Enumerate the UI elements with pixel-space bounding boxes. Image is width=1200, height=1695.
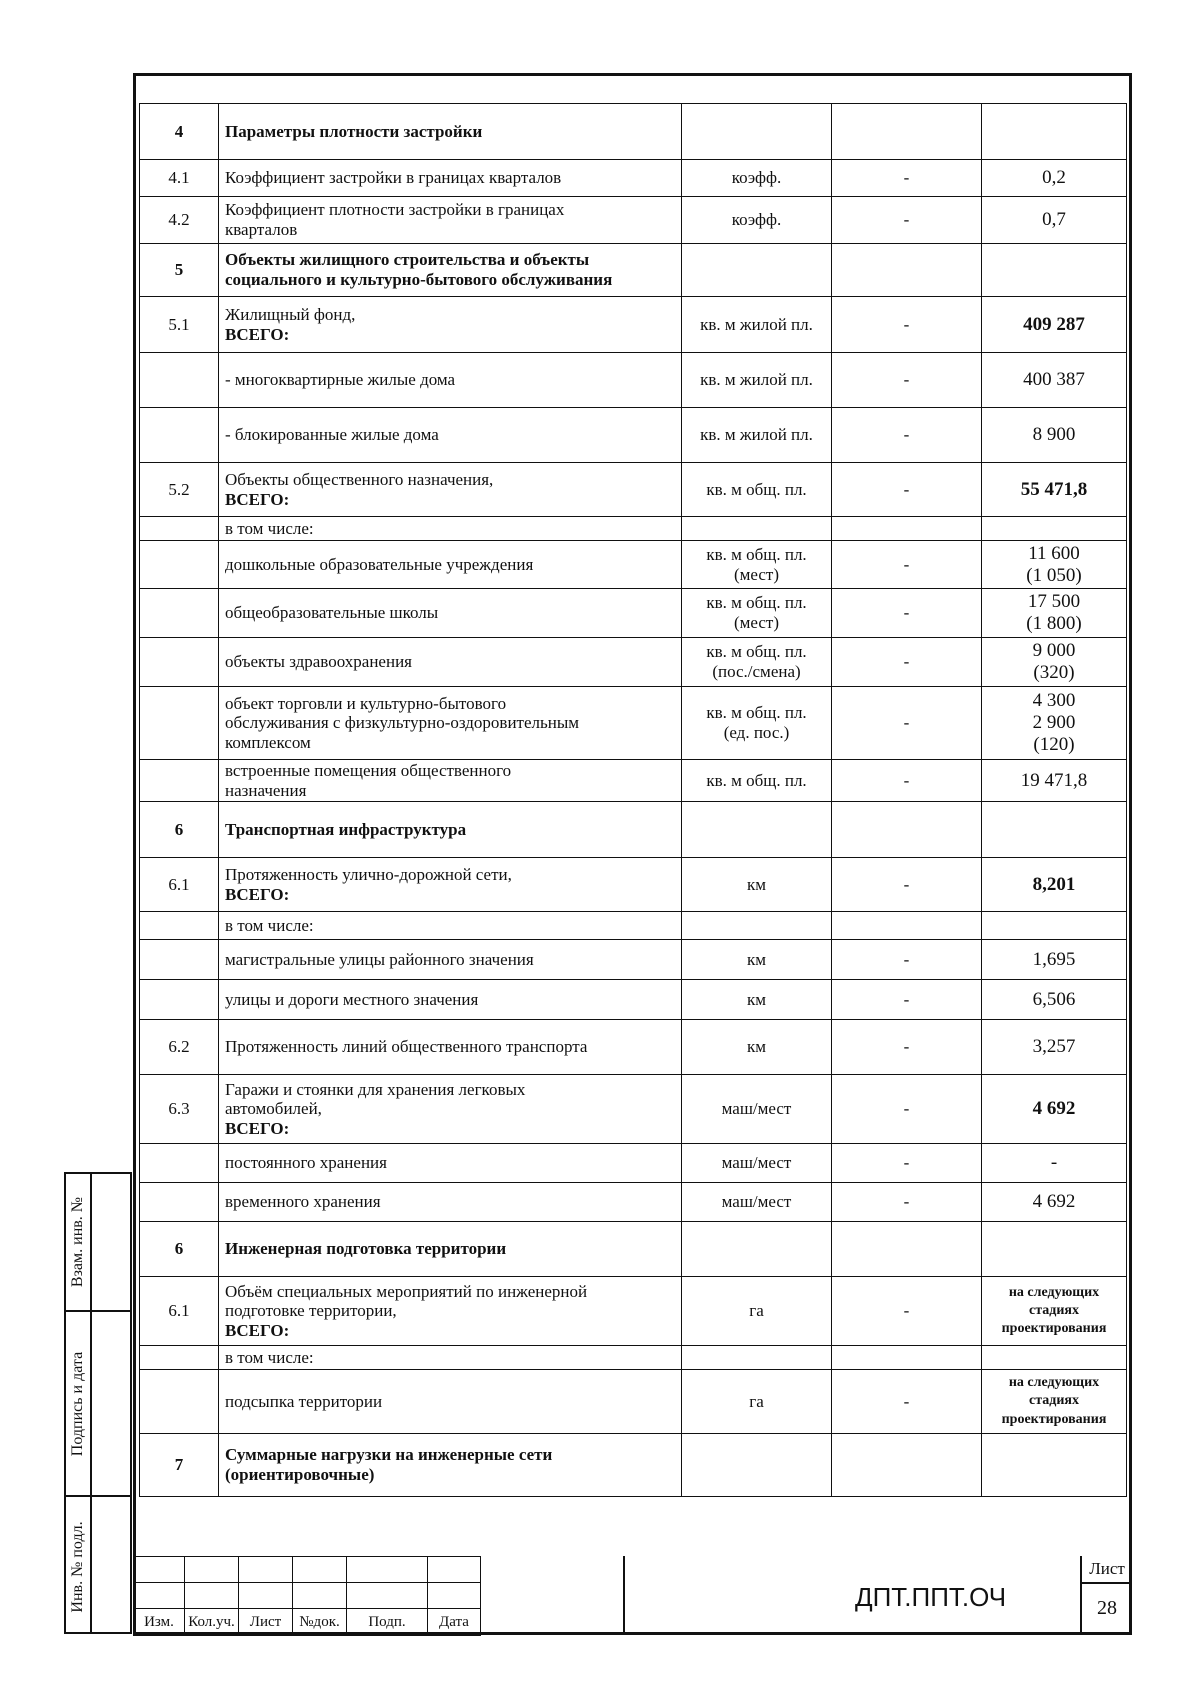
row-project-value	[982, 802, 1127, 858]
row-project-value	[982, 244, 1127, 297]
row-project-value	[982, 1075, 1127, 1144]
cell-line: Коэффициент застройки в границах кварталов	[225, 168, 562, 188]
table-row	[140, 912, 1127, 940]
cell-line: га	[749, 1301, 764, 1321]
cell-line: в том числе:	[225, 915, 314, 935]
row-number	[140, 517, 219, 541]
row-unit	[682, 1075, 832, 1144]
cell-line: ВСЕГО:	[225, 884, 290, 904]
row-unit	[682, 940, 832, 980]
document-code: ДПТ.ППТ.ОЧ	[855, 1582, 1007, 1612]
row-existing-value: -	[832, 589, 982, 638]
cell-line: маш/мест	[721, 1192, 792, 1212]
row-unit	[682, 517, 832, 541]
row-number	[140, 1144, 219, 1183]
cell-line: подготовке территории,	[225, 1301, 397, 1321]
cell-line: маш/мест	[721, 1153, 792, 1173]
row-number	[140, 408, 219, 463]
table-row	[140, 858, 1127, 912]
cell-line: дошкольные образовательные учреждения	[225, 554, 534, 574]
cell-line: кв. м общ. пл.	[706, 770, 807, 790]
cell-line: проектирования	[1001, 1411, 1107, 1427]
sheet-label: Лист	[1082, 1556, 1132, 1584]
row-description	[219, 104, 682, 160]
row-number: 5.2	[140, 463, 219, 517]
row-description	[219, 912, 682, 940]
cell-line: постоянного хранения	[225, 1153, 387, 1173]
row-project-value	[982, 1434, 1127, 1497]
row-description	[219, 980, 682, 1020]
row-number: 4	[140, 104, 219, 160]
cell-line: Жилищный фонд,	[225, 304, 356, 324]
side-cell-replaced-inv	[66, 1174, 90, 1312]
row-description	[219, 244, 682, 297]
cell-line: 55 471,8	[1020, 478, 1088, 500]
row-project-value	[982, 197, 1127, 244]
cell-line: (мест)	[733, 613, 780, 632]
header-signature: Подп.	[347, 1609, 428, 1636]
section-row	[140, 104, 1127, 160]
row-existing-value: -	[832, 940, 982, 980]
row-existing-value	[832, 1222, 982, 1277]
row-project-value	[982, 297, 1127, 353]
row-unit	[682, 104, 832, 160]
side-label-replaced-inv: Взам. инв. №	[69, 1196, 86, 1288]
row-number	[140, 541, 219, 589]
table-row	[140, 1370, 1127, 1434]
row-description	[219, 463, 682, 517]
row-unit	[682, 802, 832, 858]
row-unit	[682, 858, 832, 912]
row-project-value	[982, 940, 1127, 980]
cell-line: (пос./смена)	[712, 662, 801, 681]
table-row	[140, 687, 1127, 760]
cell-line: Протяженность линий общественного транспорта	[225, 1037, 588, 1057]
row-number: 6	[140, 802, 219, 858]
cell-line: 4 692	[1032, 1098, 1076, 1120]
side-label-original-inv: Инв. № подл.	[69, 1520, 86, 1613]
row-unit	[682, 541, 832, 589]
row-unit	[682, 760, 832, 802]
cell-line: кв. м жилой пл.	[700, 370, 813, 390]
row-description	[219, 687, 682, 760]
row-number	[140, 760, 219, 802]
row-project-value	[982, 1346, 1127, 1370]
row-number: 6.3	[140, 1075, 219, 1144]
row-number: 4.1	[140, 160, 219, 197]
cell-line: - блокированные жилые дома	[225, 425, 439, 445]
cell-line: 8,201	[1032, 873, 1076, 895]
header-change: Изм.	[134, 1609, 185, 1636]
row-description	[219, 802, 682, 858]
header-doc-number: №док.	[293, 1609, 347, 1636]
row-project-value	[982, 463, 1127, 517]
cell-line: га	[749, 1391, 764, 1411]
indicators-table	[139, 103, 1127, 1497]
cell-line: км	[746, 1037, 767, 1057]
row-description	[219, 760, 682, 802]
cell-line: -	[1050, 1152, 1058, 1174]
cell-line: маш/мест	[721, 1099, 792, 1119]
cell-line: улицы и дороги местного значения	[225, 989, 479, 1009]
row-project-value	[982, 1183, 1127, 1222]
cell-line: 1,695	[1032, 948, 1076, 970]
cell-line: на следующих	[1008, 1375, 1100, 1391]
row-description	[219, 1222, 682, 1277]
row-number	[140, 353, 219, 408]
row-unit	[682, 1144, 832, 1183]
row-existing-value: -	[832, 541, 982, 589]
row-existing-value: -	[832, 858, 982, 912]
section-row	[140, 1222, 1127, 1277]
row-existing-value	[832, 912, 982, 940]
row-existing-value: -	[832, 1183, 982, 1222]
row-description	[219, 940, 682, 980]
section-row	[140, 244, 1127, 297]
cell-line: 11 600	[1028, 542, 1080, 564]
row-existing-value: -	[832, 463, 982, 517]
row-description	[219, 858, 682, 912]
row-description	[219, 541, 682, 589]
row-number: 6.1	[140, 1277, 219, 1346]
row-existing-value: -	[832, 197, 982, 244]
header-sheet: Лист	[239, 1609, 293, 1636]
cell-line: назначения	[225, 780, 307, 800]
revision-table	[133, 1556, 481, 1636]
table-row	[140, 160, 1127, 197]
cell-line: магистральные улицы районного значения	[225, 949, 534, 969]
row-number	[140, 1183, 219, 1222]
row-existing-value: -	[832, 760, 982, 802]
cell-line: ВСЕГО:	[225, 324, 290, 344]
row-project-value	[982, 1370, 1127, 1434]
row-existing-value: -	[832, 1075, 982, 1144]
row-project-value	[982, 1020, 1127, 1075]
cell-line: объекты здравоохранения	[225, 652, 412, 672]
cell-line: Объём специальных мероприятий по инженерной	[225, 1281, 588, 1301]
row-description	[219, 197, 682, 244]
cell-line: Гаражи и стоянки для хранения легковых	[225, 1079, 526, 1099]
table-row	[140, 541, 1127, 589]
cell-line: 19 471,8	[1020, 769, 1088, 791]
cell-line: кв. м жилой пл.	[700, 425, 813, 445]
cell-line: (1 800)	[1026, 613, 1082, 634]
sheet-number: 28	[1097, 1597, 1117, 1619]
row-description	[219, 408, 682, 463]
row-unit	[682, 353, 832, 408]
cell-line: 4 300	[1032, 690, 1076, 712]
row-number	[140, 980, 219, 1020]
row-description	[219, 353, 682, 408]
cell-line: 4 692	[1032, 1191, 1076, 1213]
cell-line: Параметры плотности застройки	[225, 121, 483, 141]
cell-line: на следующих	[1008, 1284, 1100, 1300]
cell-line: кв. м общ. пл.	[706, 703, 807, 723]
table-row	[140, 1183, 1127, 1222]
cell-line: 0,2	[1042, 167, 1066, 189]
cell-line: (мест)	[733, 564, 780, 584]
row-description	[219, 638, 682, 687]
cell-line: общеобразовательные школы	[225, 603, 439, 623]
cell-line: коэфф.	[731, 210, 782, 230]
cell-line: км	[746, 874, 767, 894]
cell-line: ВСЕГО:	[225, 489, 290, 509]
cell-line: км	[746, 989, 767, 1009]
cell-line: Транспортная инфраструктура	[225, 819, 467, 839]
side-value-replaced-inv	[92, 1174, 130, 1312]
row-number	[140, 1370, 219, 1434]
row-number: 7	[140, 1434, 219, 1497]
row-number: 6.1	[140, 858, 219, 912]
cell-line: Протяженность улично-дорожной сети,	[225, 864, 512, 884]
row-project-value	[982, 1222, 1127, 1277]
row-existing-value	[832, 244, 982, 297]
row-unit	[682, 1346, 832, 1370]
row-project-value	[982, 687, 1127, 760]
row-number: 4.2	[140, 197, 219, 244]
cell-line: обслуживания с физкультурно-оздоровительным	[225, 713, 580, 733]
cell-line: в том числе:	[225, 1347, 314, 1367]
cell-line: 409 287	[1023, 313, 1085, 335]
row-unit	[682, 980, 832, 1020]
side-value-signature-date	[92, 1312, 130, 1497]
row-unit	[682, 1183, 832, 1222]
row-project-value	[982, 638, 1127, 687]
cell-line: кв. м общ. пл.	[706, 544, 807, 564]
side-label-signature-date: Подпись и дата	[69, 1351, 86, 1456]
row-unit	[682, 197, 832, 244]
table-row	[140, 1020, 1127, 1075]
cell-line: (320)	[1033, 662, 1075, 683]
row-existing-value: -	[832, 160, 982, 197]
row-project-value	[982, 858, 1127, 912]
cell-line: кварталов	[225, 220, 298, 239]
row-unit	[682, 1277, 832, 1346]
table-row	[140, 1346, 1127, 1370]
table-row	[140, 980, 1127, 1020]
row-project-value	[982, 541, 1127, 589]
row-description	[219, 1434, 682, 1497]
table-row	[140, 638, 1127, 687]
table-row	[140, 589, 1127, 638]
section-row	[140, 1434, 1127, 1497]
row-project-value	[982, 408, 1127, 463]
cell-line: (ед. пос.)	[723, 723, 790, 742]
cell-line: социального и культурно-бытового обслуживания	[225, 270, 613, 289]
row-description	[219, 517, 682, 541]
table-row	[140, 760, 1127, 802]
row-project-value	[982, 517, 1127, 541]
sheet-box	[1080, 1556, 1132, 1635]
row-existing-value: -	[832, 687, 982, 760]
cell-line: 400 387	[1023, 369, 1085, 391]
table-row	[140, 297, 1127, 353]
row-description	[219, 1075, 682, 1144]
cell-line: 8 900	[1032, 424, 1076, 446]
row-number: 6	[140, 1222, 219, 1277]
cell-line: автомобилей,	[225, 1099, 322, 1119]
row-existing-value: -	[832, 297, 982, 353]
row-project-value	[982, 160, 1127, 197]
row-project-value	[982, 104, 1127, 160]
cell-line: Коэффициент плотности застройки в границах	[225, 200, 565, 220]
row-existing-value: -	[832, 1144, 982, 1183]
row-unit	[682, 1370, 832, 1434]
row-existing-value: -	[832, 1277, 982, 1346]
row-description	[219, 297, 682, 353]
cell-line: Объекты жилищного строительства и объекты	[225, 250, 590, 270]
row-number	[140, 687, 219, 760]
cell-line: кв. м общ. пл.	[706, 642, 807, 662]
row-description	[219, 589, 682, 638]
row-existing-value: -	[832, 638, 982, 687]
row-existing-value	[832, 517, 982, 541]
table-row	[140, 353, 1127, 408]
row-unit	[682, 463, 832, 517]
row-project-value	[982, 912, 1127, 940]
cell-line: Инженерная подготовка территории	[225, 1239, 507, 1259]
cell-line: кв. м жилой пл.	[700, 314, 813, 334]
cell-line: 17 500	[1027, 591, 1081, 613]
row-unit	[682, 244, 832, 297]
cell-line: кв. м общ. пл.	[706, 479, 807, 499]
cell-line: Объекты общественного назначения,	[225, 469, 494, 489]
table-row	[140, 517, 1127, 541]
row-existing-value: -	[832, 1020, 982, 1075]
row-number	[140, 589, 219, 638]
cell-line: стадиях	[1029, 1393, 1079, 1409]
row-existing-value	[832, 1346, 982, 1370]
row-number	[140, 912, 219, 940]
cell-line: 3,257	[1032, 1036, 1076, 1058]
row-unit	[682, 408, 832, 463]
row-project-value	[982, 1144, 1127, 1183]
cell-line: 6,506	[1032, 988, 1076, 1010]
row-description	[219, 1277, 682, 1346]
row-unit	[682, 1222, 832, 1277]
cell-line: (ориентировочные)	[225, 1465, 375, 1484]
cell-line: объект торговли и культурно-бытового	[225, 693, 507, 713]
row-existing-value: -	[832, 408, 982, 463]
row-existing-value: -	[832, 1370, 982, 1434]
cell-line: 2 900	[1032, 712, 1076, 734]
side-value-original-inv	[92, 1497, 130, 1636]
header-count: Кол.уч.	[185, 1609, 239, 1636]
side-stamp-values	[90, 1172, 132, 1634]
cell-line: проектирования	[1001, 1321, 1107, 1337]
cell-line: кв. м общ. пл.	[706, 593, 807, 613]
side-stamp	[64, 1172, 135, 1634]
row-unit	[682, 687, 832, 760]
row-unit	[682, 160, 832, 197]
cell-line: ВСЕГО:	[225, 1320, 290, 1340]
row-number: 5.1	[140, 297, 219, 353]
cell-line: временного хранения	[225, 1192, 381, 1212]
row-number	[140, 940, 219, 980]
row-project-value	[982, 980, 1127, 1020]
row-project-value	[982, 760, 1127, 802]
header-date: Дата	[428, 1609, 481, 1636]
cell-line: стадиях	[1029, 1302, 1079, 1318]
row-number	[140, 1346, 219, 1370]
cell-line: в том числе:	[225, 518, 314, 538]
row-unit	[682, 1434, 832, 1497]
row-description	[219, 1020, 682, 1075]
title-block	[133, 1556, 1132, 1635]
row-unit	[682, 912, 832, 940]
cell-line: Суммарные нагрузки на инженерные сети	[225, 1445, 553, 1465]
side-cell-original-inv	[66, 1497, 90, 1636]
cell-line: ВСЕГО:	[225, 1118, 290, 1138]
row-unit	[682, 297, 832, 353]
row-description	[219, 1144, 682, 1183]
row-description	[219, 1183, 682, 1222]
row-unit	[682, 1020, 832, 1075]
row-existing-value	[832, 1434, 982, 1497]
cell-line: - многоквартирные жилые дома	[225, 370, 456, 390]
cell-line: 0,7	[1042, 209, 1066, 231]
side-cell-signature-date	[66, 1312, 90, 1497]
table-row	[140, 1075, 1127, 1144]
row-unit	[682, 638, 832, 687]
cell-line: (120)	[1033, 733, 1075, 755]
table-row	[140, 940, 1127, 980]
row-description	[219, 1370, 682, 1434]
cell-line: комплексом	[225, 732, 311, 752]
row-description	[219, 1346, 682, 1370]
row-project-value	[982, 1277, 1127, 1346]
table-row	[140, 408, 1127, 463]
cell-line: подсыпка территории	[225, 1391, 383, 1411]
row-number	[140, 638, 219, 687]
cell-line: коэфф.	[731, 168, 782, 188]
row-project-value	[982, 589, 1127, 638]
table-row	[140, 1144, 1127, 1183]
row-description	[219, 160, 682, 197]
cell-line: 9 000	[1032, 640, 1076, 662]
side-stamp-labels	[64, 1172, 92, 1634]
cell-line: встроенные помещения общественного	[225, 760, 512, 780]
row-existing-value: -	[832, 353, 982, 408]
table-row	[140, 197, 1127, 244]
section-row	[140, 802, 1127, 858]
cell-line: (1 050)	[1026, 564, 1082, 586]
row-existing-value	[832, 802, 982, 858]
table-row	[140, 1277, 1127, 1346]
row-project-value	[982, 353, 1127, 408]
table-row	[140, 463, 1127, 517]
row-existing-value: -	[832, 980, 982, 1020]
row-number: 6.2	[140, 1020, 219, 1075]
row-number: 5	[140, 244, 219, 297]
row-existing-value	[832, 104, 982, 160]
row-unit	[682, 589, 832, 638]
cell-line: км	[746, 949, 767, 969]
